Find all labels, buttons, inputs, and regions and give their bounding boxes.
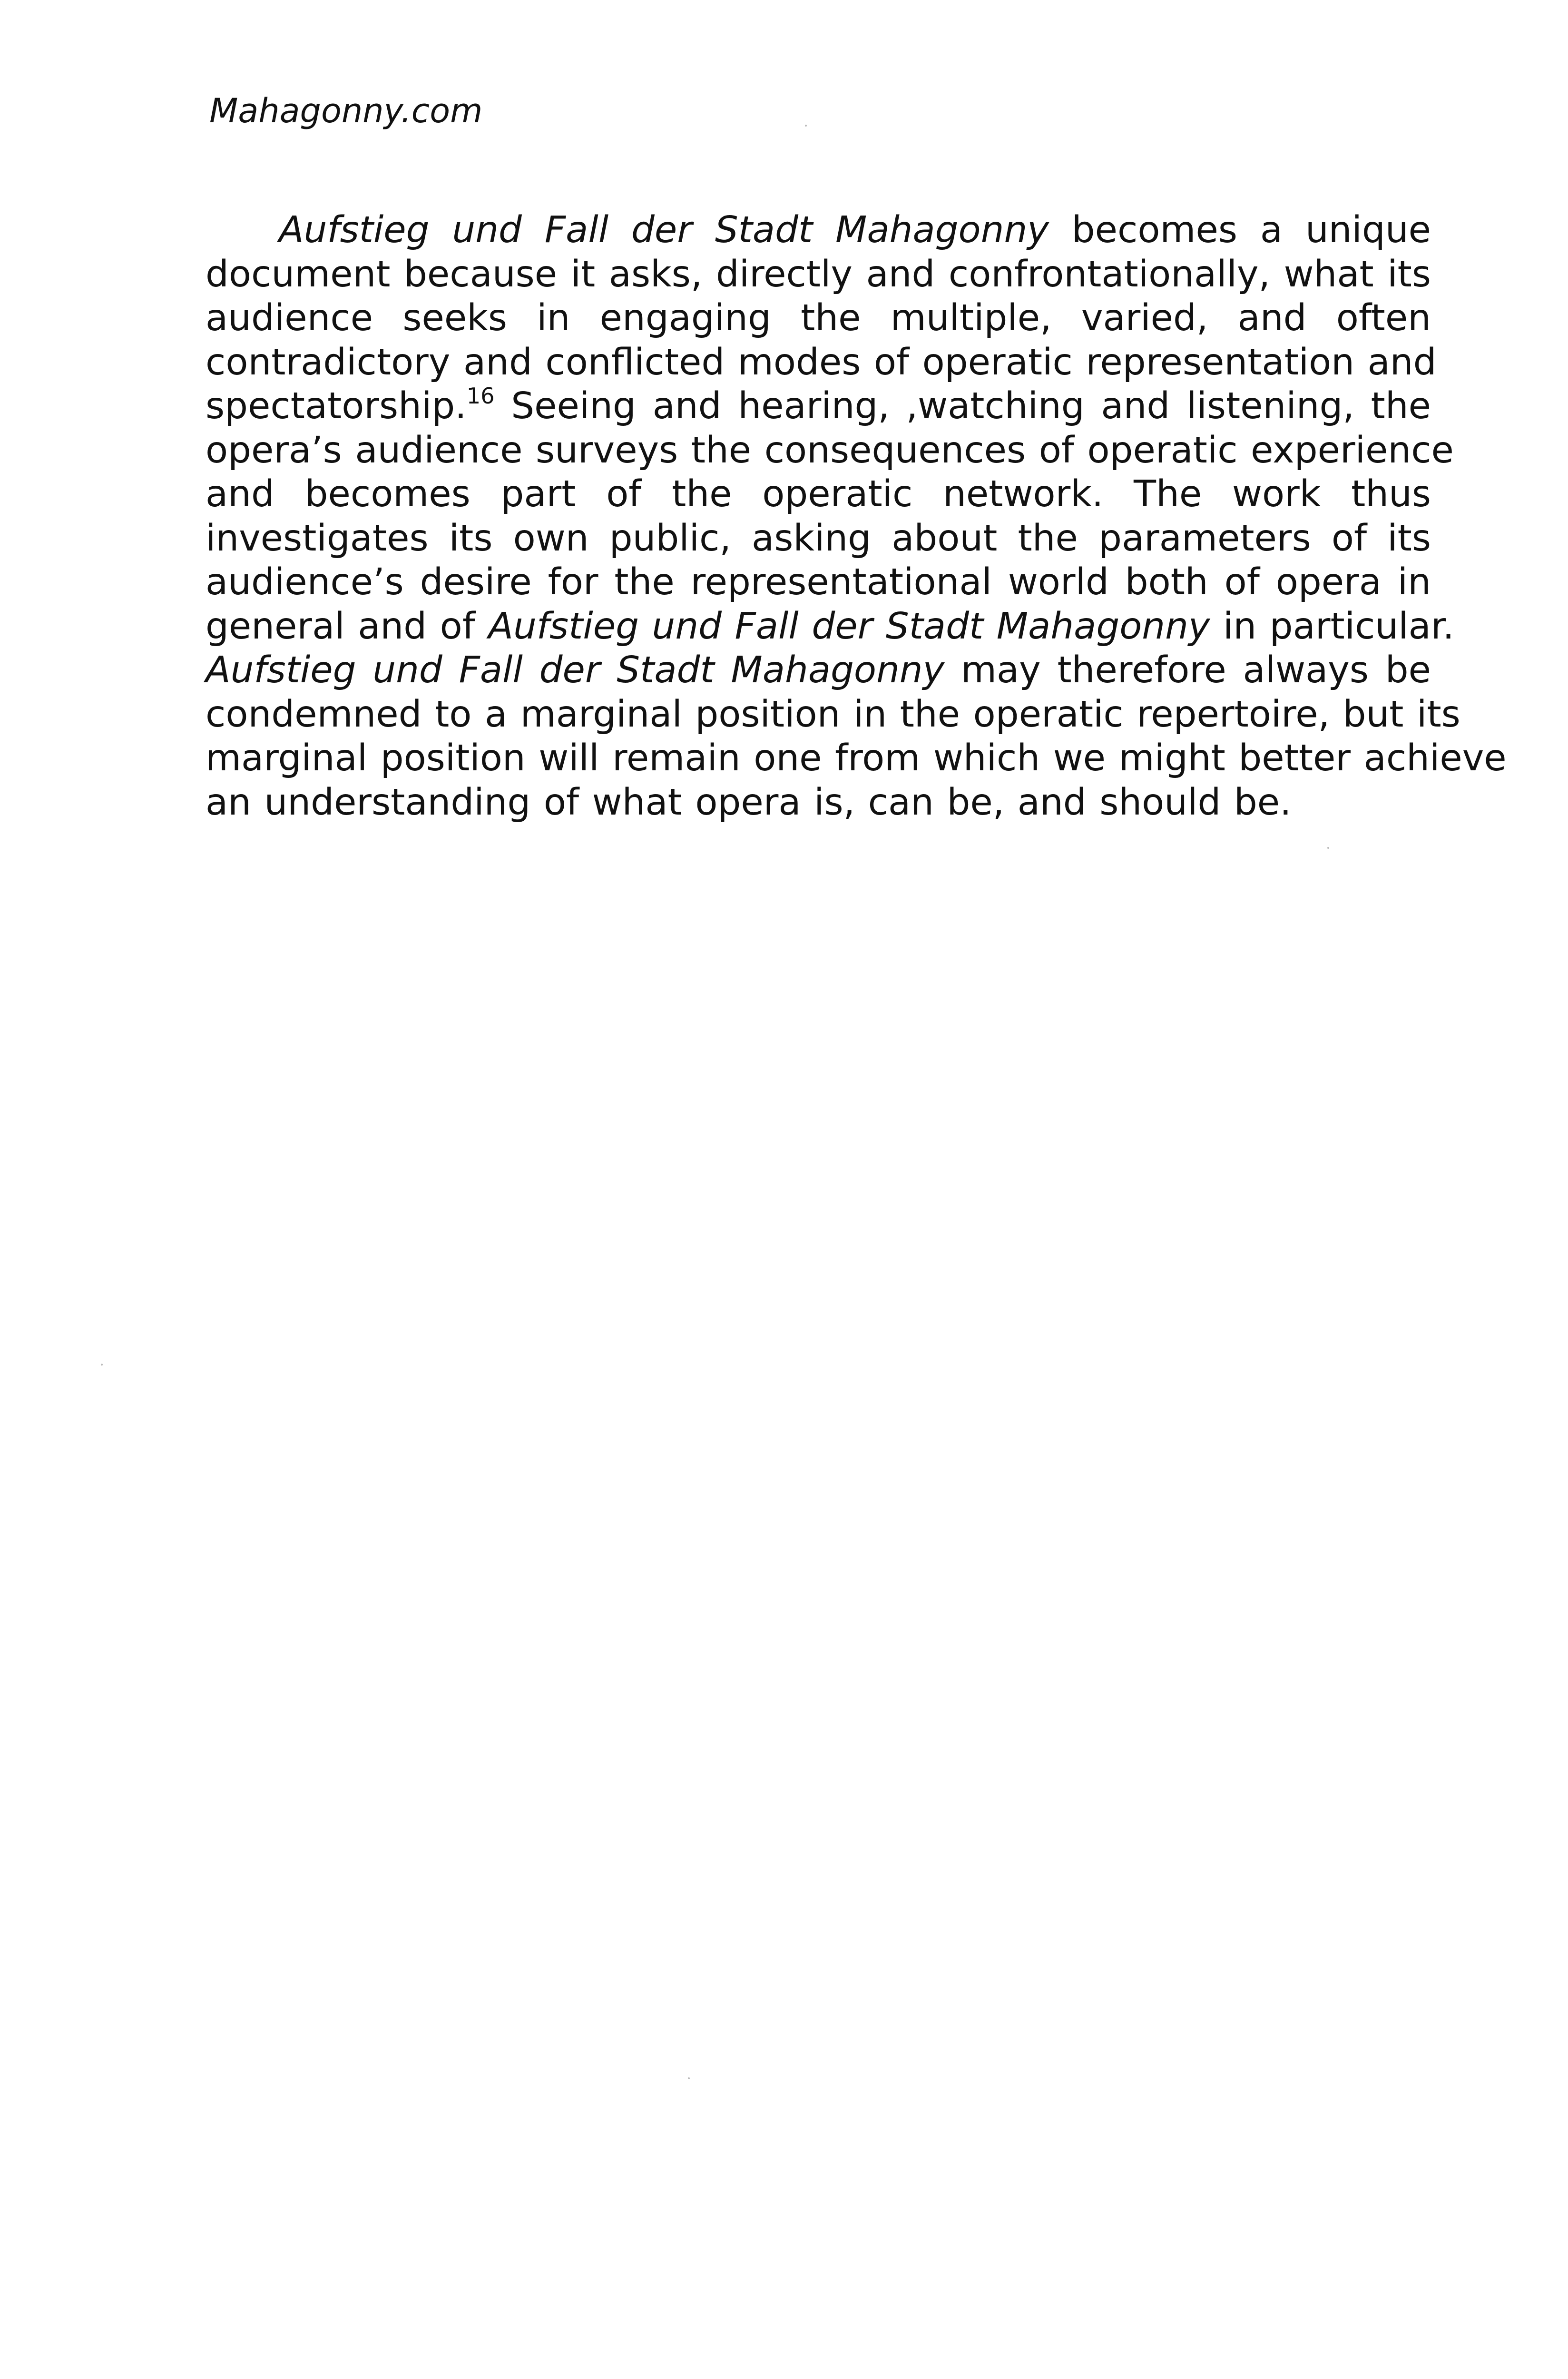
- text-run: condemned to a marginal position in the operatic repertoire, but its: [206, 693, 1460, 736]
- text-line: [206, 296, 1431, 341]
- text-line: [206, 253, 1431, 297]
- opera-title: Aufstieg und Fall der Stadt Mahagonny: [206, 649, 945, 691]
- scan-speck: [1327, 847, 1329, 849]
- text-run: and becomes part of the operatic network. The work thus: [206, 473, 1431, 515]
- text-line: [206, 737, 1507, 781]
- text-run: opera’s audience surveys the consequences of operatic experience: [206, 429, 1454, 472]
- footnote-reference: 16: [466, 383, 495, 409]
- opera-title: Aufstieg und Fall der Stadt Mahagonny: [279, 209, 1049, 251]
- text-run: an understanding of what opera is, can be, and should be.: [206, 781, 1292, 824]
- text-run: audience seeks in engaging the multiple, varied, and often: [206, 297, 1431, 339]
- text-run: becomes a unique: [1049, 209, 1431, 251]
- text-line: [206, 472, 1431, 517]
- opera-title: Aufstieg und Fall der Stadt Mahagonny: [488, 605, 1210, 648]
- text-run: contradictory and conflicted modes of operatic representation and: [206, 341, 1437, 383]
- text-run: may therefore always be: [944, 649, 1431, 691]
- text-line: [206, 605, 1454, 649]
- scan-speck: [101, 1364, 103, 1366]
- text-line: [206, 693, 1460, 737]
- text-line: [206, 341, 1437, 385]
- body-paragraph: [206, 208, 1507, 825]
- text-run: Seeing and hearing, ,watching and listening, the: [494, 385, 1431, 427]
- text-run: marginal position will remain one from which we might better achieve: [206, 737, 1507, 779]
- text-run: investigates its own public, asking about the parameters of its: [206, 517, 1431, 560]
- scan-speck: [688, 2077, 690, 2079]
- running-head: Mahagonny.com: [209, 91, 483, 130]
- text-run: audience’s desire for the representational world both of opera in: [206, 561, 1431, 603]
- text-run: in particular.: [1210, 605, 1454, 648]
- text-run: general and of: [206, 605, 489, 648]
- scan-speck: [805, 125, 807, 127]
- text-run: spectatorship.: [206, 385, 467, 427]
- text-line: [206, 649, 1431, 693]
- text-line: [206, 560, 1431, 605]
- text-run: document because it asks, directly and confrontationally, what its: [206, 253, 1431, 295]
- text-line: [206, 384, 1431, 429]
- text-line: [206, 781, 1431, 825]
- text-line: [206, 429, 1454, 473]
- text-line: [206, 517, 1431, 561]
- text-line: [206, 208, 1431, 253]
